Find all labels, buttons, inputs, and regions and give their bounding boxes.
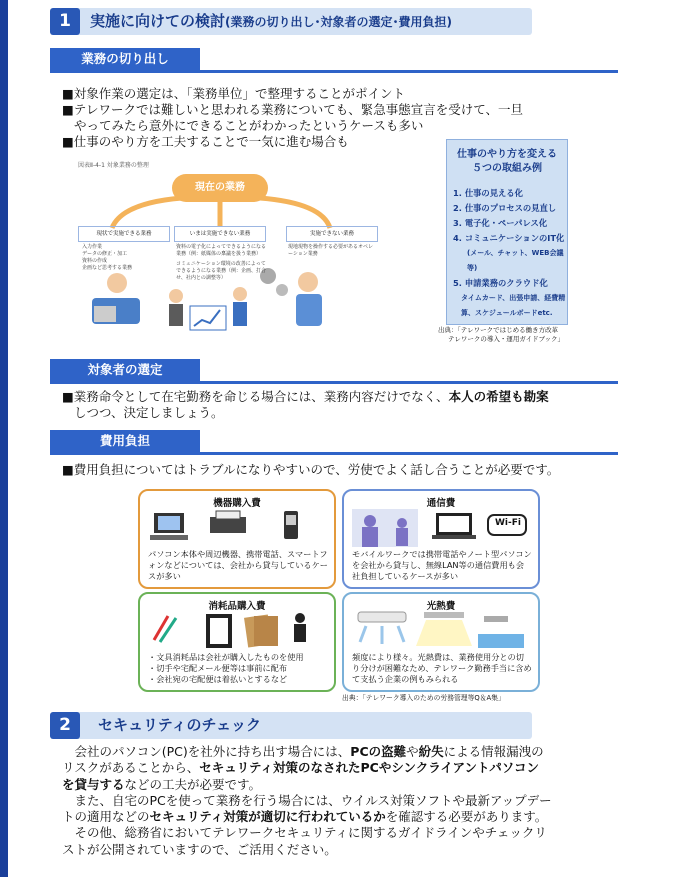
- sub1-bullets: ■対象作業の選定は、「業務単位」で整理することがポイント ■テレワークでは難しいと思われる業務についても、緊急事態宣言を受けて、一旦 やってみたら意外にできることがわかったというケースも多い ■仕事のやり方を工夫することで一気に進む場合も: [62, 86, 524, 149]
- sub-header-hiyo: [50, 430, 618, 455]
- card-utility-cost: 光熱費 頻度により様々。光熱費は、業務使用分との切り分けが困難なため、テレワーク勤務手当に含めて支払う企業の例もみられる: [342, 592, 540, 692]
- card-supplies-cost: 消耗品購入費 ・文具消耗品は会社が購入したものを使用 ・切手や宅配メール便等は事前に配布 ・会社宛の宅配便は着払いとするなど: [138, 592, 336, 692]
- utility-icons: [354, 608, 528, 652]
- supplies-icons: [150, 610, 320, 650]
- box-source: 出典：「テレワークではじめる働き方改革 テレワークの導入・運用ガイドブック」: [438, 326, 565, 343]
- card-device-cost: 機器購入費 パソコン本体や周辺機器、携帯電話、スマートフォンなどについては、会社から貸与しているケースが多い: [138, 489, 336, 589]
- wifi-label: Wi-Fi: [495, 518, 521, 528]
- sub-header-taishosha: [50, 359, 618, 384]
- section2-title: セキュリティのチェック: [98, 716, 262, 734]
- section2-body: 会社のパソコン(PC)を社外に持ち出す場合には、PCの盗難や紛失による情報漏洩の リスクがあることから、セキュリティ対策のなされたPCやシンクライアントパソコン を貸与するなどの工夫が必要です。 また、自宅のPCを使って業務を行う場合には、ウイルス対策ソフトや最新アップデー トの適用などのセキュリティ対策が適切に行われているかを確認する必要があります。 その他、総務省においてテレワークセキュリティに関するガイドラインやチェックリ ストが公開されていますので、ご活用ください。: [62, 744, 552, 857]
- section1-number: 1: [50, 8, 80, 35]
- sub3-text: ■費用負担についてはトラブルになりやすいので、労使でよく話し合うことが必要です。: [62, 462, 560, 477]
- cards-source: 出典：「テレワーク導入のための労務管理等Q＆A集」: [342, 694, 505, 702]
- sub-header-label: 費用負担: [50, 430, 200, 452]
- sub-header-label: 業務の切り出し: [50, 48, 200, 70]
- left-accent-bar: [0, 0, 8, 877]
- figure-business-sorting: 図表Ⅱ-4-1 対象業務の整理 現在の業務 現状で実施できる業務 いまは実施できない業務 実施できない業務 入力作業 データの修正・加工 資料の作成 企画など思考する業務 資料の電子化によってできるようになる業務（例：紙媒体の稟議を扱う業務） コミュニケーション環境の改善によってできるようになる業務（例：企画、打合せ、社内との調整等） 現地現物を操作する必要があるオペレーション業務: [72, 148, 402, 353]
- device-icons: [150, 509, 320, 545]
- five-examples-box: 仕事のやり方を変える ５つの取組み例 1. 仕事の見える化 2. 仕事のプロセスの見直し 3. 電子化・ペーパレス化 4. コミュニケーションのIT化 (メール、チャット、WEB会議等) 5. 申請業務のクラウド化 タイムカード、出張申請、経費精 算、スケジュールボードetc.: [446, 139, 568, 325]
- section2-number: 2: [50, 712, 80, 739]
- section1-title: 実施に向けての検討(業務の切り出し･対象者の選定･費用負担): [90, 12, 452, 30]
- card-communication-cost: 通信費 Wi-Fi モバイルワークでは携帯電話やノート型パソコンを会社から貸与し、無線LAN等の通信費用も会社負担しているケースが多い: [342, 489, 540, 589]
- sub2-text: ■業務命令として在宅勤務を命じる場合には、業務内容だけでなく、本人の希望も勘案 しつつ、決定しましょう。: [62, 389, 549, 420]
- sub-header-gyomu: [50, 48, 618, 73]
- sub-header-label: 対象者の選定: [50, 359, 200, 381]
- current-business-bubble: 現在の業務: [172, 174, 268, 202]
